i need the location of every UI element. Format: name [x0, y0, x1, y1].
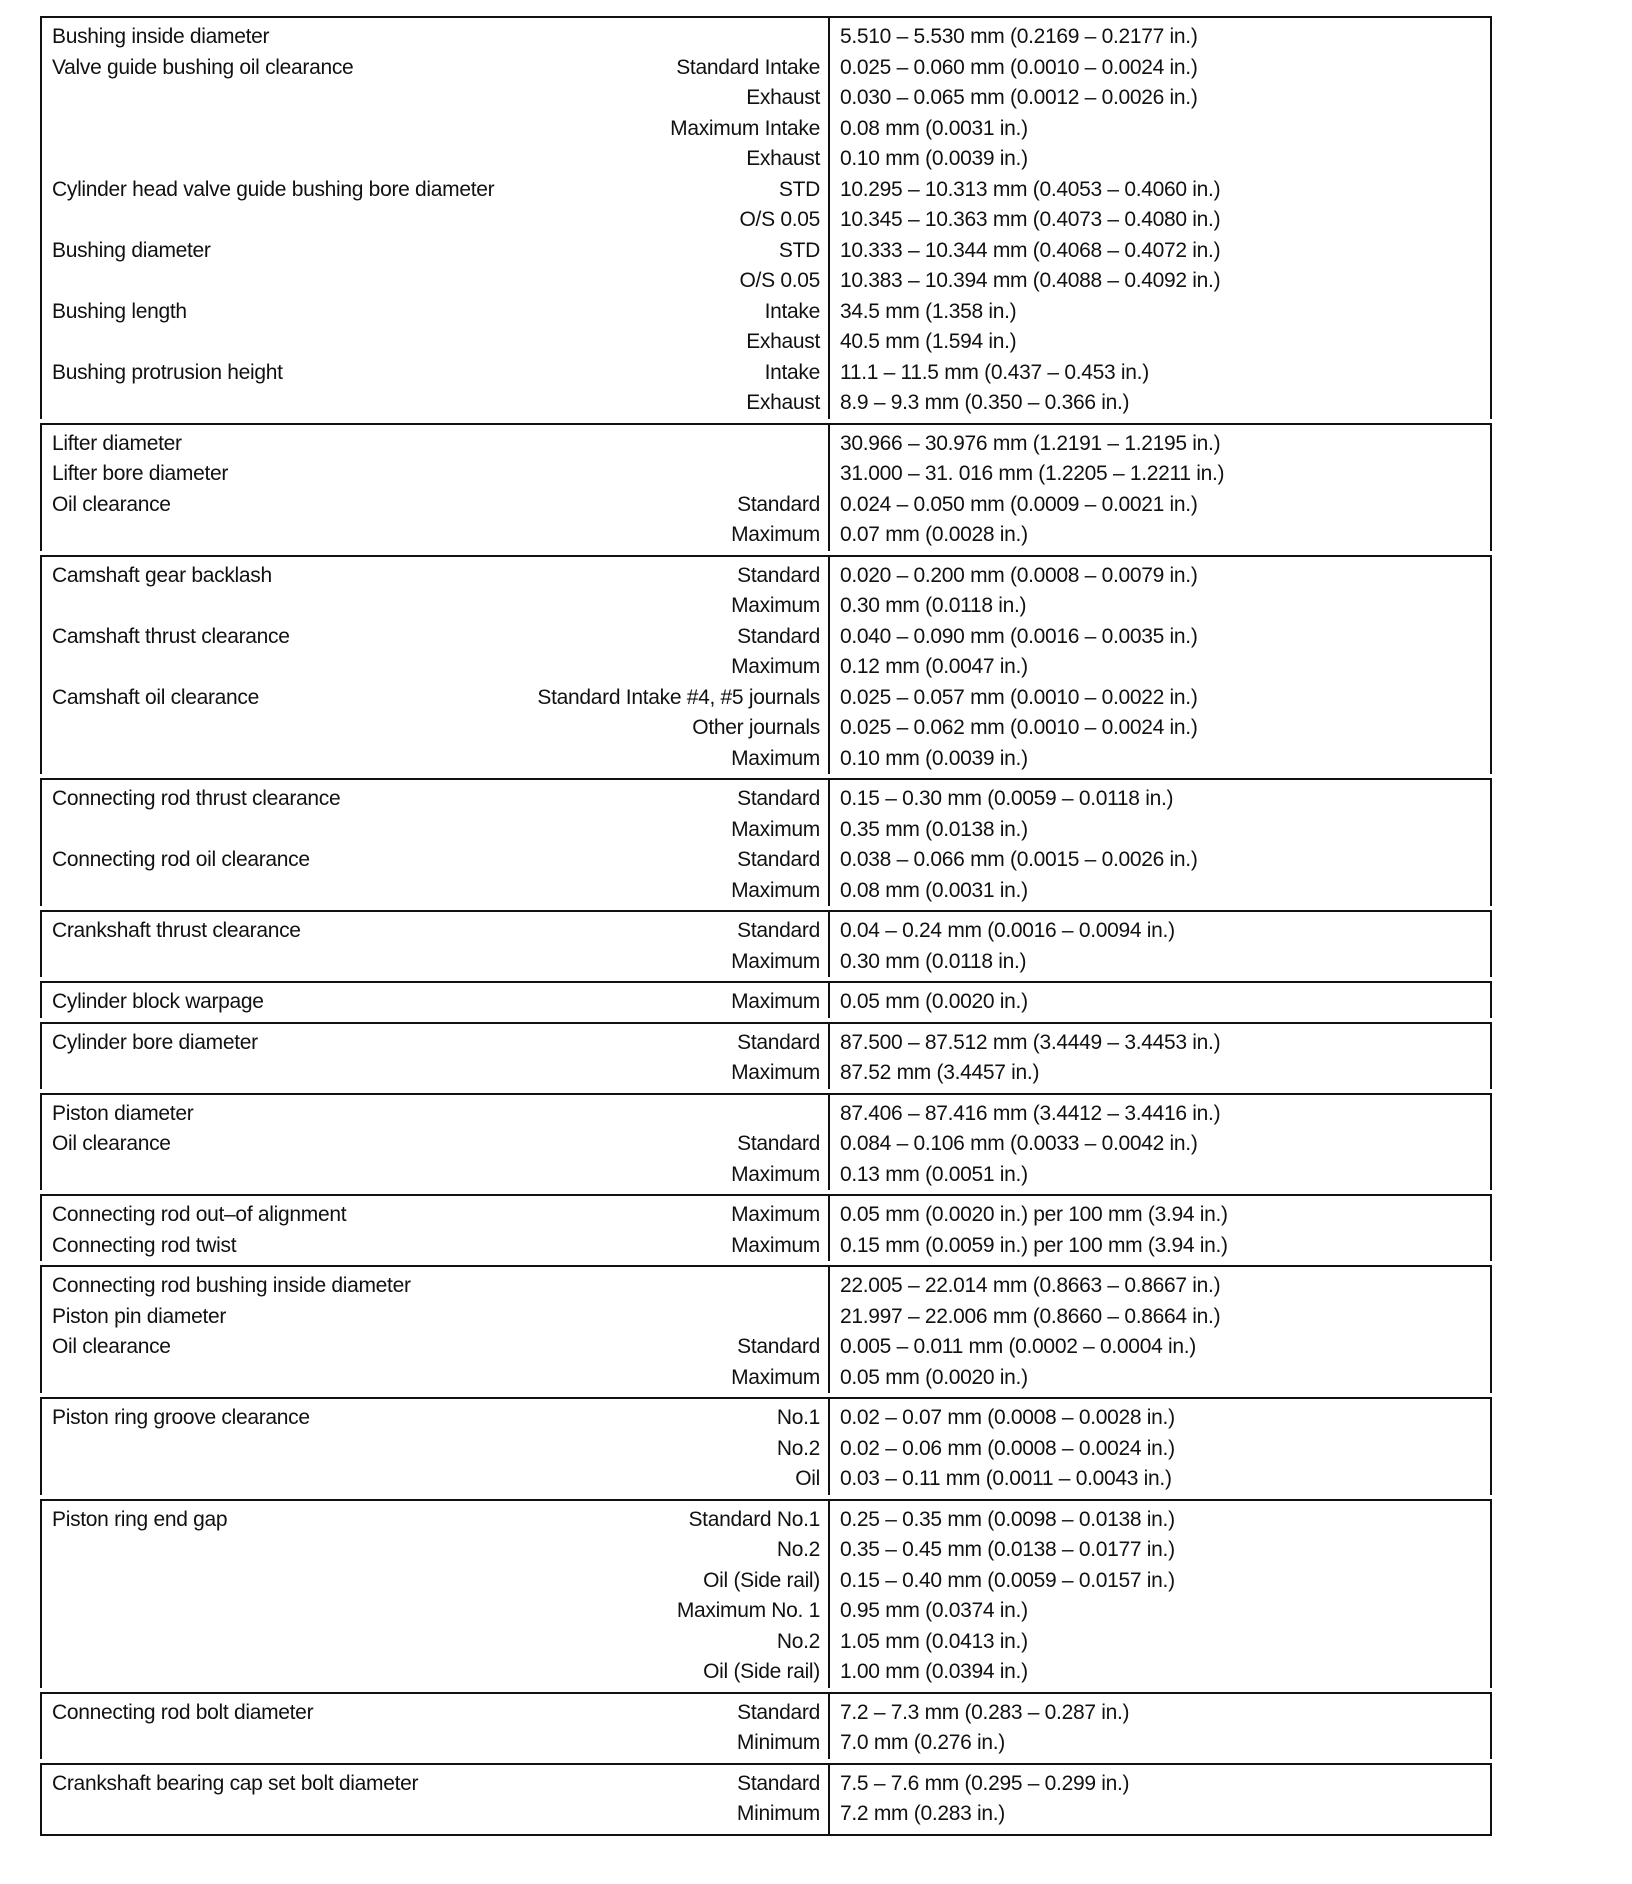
spec-qualifier: [592, 594, 820, 618]
spec-qualifier-text: Maximum: [731, 1233, 820, 1257]
spec-value: 10.345 – 10.363 mm (0.4073 – 0.4080 in.): [840, 208, 1221, 232]
spec-value: 21.997 – 22.006 mm (0.8660 – 0.8664 in.): [840, 1304, 1221, 1328]
spec-qualifier: [592, 86, 820, 110]
spec-section: [40, 1692, 1492, 1759]
spec-label: Piston pin diameter: [52, 1304, 227, 1328]
spec-value: 30.966 – 30.976 mm (1.2191 – 1.2195 in.): [840, 431, 1221, 455]
spec-value: 7.0 mm (0.276 in.): [840, 1731, 1005, 1755]
spec-label: Piston diameter: [52, 1101, 194, 1125]
spec-row: [42, 713, 1490, 744]
spec-qualifier: [592, 523, 820, 547]
spec-row: [42, 561, 1490, 592]
spec-label: Cylinder block warpage: [52, 990, 264, 1014]
spec-row: [42, 683, 1490, 714]
spec-section: [40, 555, 1492, 775]
spec-row: [42, 1728, 1490, 1759]
spec-label: Oil clearance: [52, 1132, 171, 1156]
spec-row: [42, 622, 1490, 653]
spec-qualifier: [592, 1538, 820, 1562]
spec-label: Lifter diameter: [52, 431, 182, 455]
spec-qualifier-text: No.2: [776, 1629, 820, 1653]
spec-row: [42, 1200, 1490, 1231]
spec-section: [40, 16, 1492, 419]
spec-row: [42, 22, 1490, 53]
spec-qualifier: [592, 950, 820, 974]
spec-qualifier-text: Standard: [737, 1700, 820, 1724]
spec-qualifier-text: No.2: [776, 1436, 820, 1460]
spec-value: 0.024 – 0.050 mm (0.0009 – 0.0021 in.): [840, 492, 1198, 516]
spec-qualifier-text: Exhaust: [746, 391, 820, 415]
spec-label: Connecting rod bolt diameter: [52, 1700, 314, 1724]
spec-section: [40, 1763, 1492, 1836]
spec-value: 0.05 mm (0.0020 in.): [840, 990, 1028, 1014]
spec-label: Bushing diameter: [52, 238, 211, 262]
spec-qualifier: [592, 1508, 820, 1532]
spec-qualifier-text: Other journals: [692, 716, 820, 740]
spec-qualifier-text: Standard: [737, 624, 820, 648]
spec-row: [42, 1058, 1490, 1089]
spec-row: [42, 1302, 1490, 1333]
spec-row: [42, 144, 1490, 175]
spec-row: [42, 784, 1490, 815]
spec-value: 40.5 mm (1.594 in.): [840, 330, 1017, 354]
spec-value: 87.406 – 87.416 mm (3.4412 – 3.4416 in.): [840, 1101, 1221, 1125]
spec-qualifier: [592, 1203, 820, 1227]
spec-qualifier: [592, 1031, 820, 1055]
spec-qualifier: [592, 147, 820, 171]
spec-qualifier-text: Standard: [737, 1030, 820, 1054]
spec-qualifier: [592, 300, 820, 324]
spec-value: 34.5 mm (1.358 in.): [840, 299, 1017, 323]
spec-qualifier-text: Oil (Side rail): [703, 1660, 820, 1684]
spec-row: [42, 236, 1490, 267]
spec-row: [42, 175, 1490, 206]
spec-qualifier: [592, 1772, 820, 1796]
spec-qualifier: [537, 685, 820, 710]
spec-section: [40, 1397, 1492, 1495]
spec-value: 0.25 – 0.35 mm (0.0098 – 0.0138 in.): [840, 1507, 1175, 1531]
spec-qualifier-text: No.1: [776, 1406, 820, 1430]
spec-label: Connecting rod twist: [52, 1233, 237, 1257]
spec-qualifier-text: Maximum: [731, 1061, 820, 1085]
spec-row: [42, 652, 1490, 683]
spec-row: [42, 1698, 1490, 1729]
spec-value: 31.000 – 31. 016 mm (1.2205 – 1.2211 in.): [840, 462, 1225, 486]
spec-qualifier-text: Oil: [795, 1467, 820, 1491]
spec-qualifier-text: Exhaust: [746, 86, 820, 110]
spec-qualifier: [592, 655, 820, 679]
spec-section: [40, 1265, 1492, 1393]
spec-label: Oil clearance: [52, 492, 171, 516]
spec-qualifier-text: Standard No.1: [688, 1507, 820, 1531]
spec-section: [40, 423, 1492, 551]
spec-section: [40, 1093, 1492, 1191]
spec-qualifier-text: Maximum No. 1: [676, 1599, 820, 1623]
spec-row: [42, 1363, 1490, 1394]
spec-value: 0.084 – 0.106 mm (0.0033 – 0.0042 in.): [840, 1132, 1198, 1156]
spec-qualifier: [592, 361, 820, 385]
spec-qualifier-text: Standard Intake: [676, 55, 820, 79]
spec-qualifier-text: Standard: [737, 787, 820, 811]
spec-qualifier-text: Minimum: [736, 1731, 820, 1755]
spec-qualifier: [592, 1437, 820, 1461]
spec-value: 0.05 mm (0.0020 in.): [840, 1365, 1028, 1389]
spec-row: [42, 1160, 1490, 1191]
spec-qualifier: [592, 269, 820, 293]
spec-value: 0.05 mm (0.0020 in.) per 100 mm (3.94 in.): [840, 1203, 1228, 1227]
spec-row: [42, 591, 1490, 622]
spec-qualifier-text: Standard Intake #4, #5 journals: [537, 685, 820, 709]
spec-qualifier-text: Maximum: [731, 817, 820, 841]
spec-qualifier: [592, 117, 820, 141]
spec-qualifier-text: No.2: [776, 1538, 820, 1562]
spec-value: 0.15 – 0.30 mm (0.0059 – 0.0118 in.): [840, 787, 1174, 811]
spec-row: [42, 53, 1490, 84]
spec-qualifier: [592, 330, 820, 354]
spec-row: [42, 327, 1490, 358]
spec-row: [42, 114, 1490, 145]
spec-qualifier: [592, 1061, 820, 1085]
spec-value: 7.2 mm (0.283 in.): [840, 1802, 1005, 1826]
spec-value: 0.03 – 0.11 mm (0.0011 – 0.0043 in.): [840, 1467, 1172, 1491]
spec-value: 22.005 – 22.014 mm (0.8663 – 0.8667 in.): [840, 1274, 1221, 1298]
spec-row: [42, 1271, 1490, 1302]
spec-value: 0.025 – 0.057 mm (0.0010 – 0.0022 in.): [840, 685, 1198, 709]
spec-row: [42, 1129, 1490, 1160]
spec-qualifier-text: STD: [778, 238, 820, 262]
spec-label: Bushing protrusion height: [52, 360, 283, 384]
spec-row: [42, 1799, 1490, 1830]
spec-row: [42, 266, 1490, 297]
spec-qualifier-text: Oil (Side rail): [703, 1568, 820, 1592]
spec-qualifier-text: Maximum: [731, 655, 820, 679]
spec-row: [42, 916, 1490, 947]
spec-value: 0.10 mm (0.0039 in.): [840, 147, 1028, 171]
spec-label: Connecting rod oil clearance: [52, 848, 310, 872]
spec-qualifier: [592, 1599, 820, 1623]
spec-row: [42, 83, 1490, 114]
spec-qualifier-text: O/S 0.05: [739, 269, 820, 293]
spec-label: Camshaft gear backlash: [52, 563, 272, 587]
spec-value: 0.35 – 0.45 mm (0.0138 – 0.0177 in.): [840, 1538, 1175, 1562]
spec-row: [42, 429, 1490, 460]
spec-qualifier: [592, 493, 820, 517]
spec-value: 11.1 – 11.5 mm (0.437 – 0.453 in.): [840, 360, 1149, 384]
spec-label: Lifter bore diameter: [52, 462, 229, 486]
spec-label: Connecting rod out–of alignment: [52, 1203, 347, 1227]
spec-value: 0.10 mm (0.0039 in.): [840, 746, 1028, 770]
spec-value: 0.15 – 0.40 mm (0.0059 – 0.0157 in.): [840, 1568, 1175, 1592]
spec-value: 87.500 – 87.512 mm (3.4449 – 3.4453 in.): [840, 1030, 1221, 1054]
spec-label: Camshaft thrust clearance: [52, 624, 290, 648]
spec-value: 0.038 – 0.066 mm (0.0015 – 0.0026 in.): [840, 848, 1198, 872]
spec-row: [42, 1028, 1490, 1059]
spec-value: 0.020 – 0.200 mm (0.0008 – 0.0079 in.): [840, 563, 1198, 587]
spec-row: [42, 845, 1490, 876]
spec-value: 0.02 – 0.07 mm (0.0008 – 0.0028 in.): [840, 1406, 1175, 1430]
spec-row: [42, 1627, 1490, 1658]
spec-qualifier: [592, 208, 820, 232]
spec-qualifier: [592, 747, 820, 771]
spec-value: 0.30 mm (0.0118 in.): [840, 594, 1027, 618]
spec-qualifier: [592, 178, 820, 202]
spec-qualifier-text: Maximum: [731, 878, 820, 902]
spec-label: Connecting rod thrust clearance: [52, 787, 341, 811]
spec-label: Piston ring end gap: [52, 1507, 228, 1531]
spec-row: [42, 1099, 1490, 1130]
spec-qualifier: [592, 391, 820, 415]
spec-value: 0.30 mm (0.0118 in.): [840, 949, 1027, 973]
spec-value: 7.5 – 7.6 mm (0.295 – 0.299 in.): [840, 1771, 1130, 1795]
spec-qualifier-text: Intake: [764, 299, 820, 323]
spec-qualifier-text: O/S 0.05: [739, 208, 820, 232]
spec-table: [40, 16, 1492, 1836]
spec-qualifier-text: Standard: [737, 563, 820, 587]
spec-value: 1.05 mm (0.0413 in.): [840, 1629, 1028, 1653]
spec-value: 0.025 – 0.060 mm (0.0010 – 0.0024 in.): [840, 55, 1198, 79]
spec-row: [42, 205, 1490, 236]
spec-qualifier-text: Standard: [737, 848, 820, 872]
spec-section: [40, 910, 1492, 977]
spec-label: Valve guide bushing oil clearance: [52, 55, 354, 79]
spec-row: [42, 1535, 1490, 1566]
spec-value: 87.52 mm (3.4457 in.): [840, 1061, 1040, 1085]
spec-label: Cylinder head valve guide bushing bore diameter: [52, 177, 495, 201]
spec-label: Piston ring groove clearance: [52, 1406, 310, 1430]
spec-qualifier-text: Maximum: [731, 990, 820, 1014]
spec-qualifier: [592, 625, 820, 649]
spec-row: [42, 490, 1490, 521]
spec-qualifier: [592, 990, 820, 1014]
spec-value: 0.005 – 0.011 mm (0.0002 – 0.0004 in.): [840, 1335, 1196, 1359]
spec-label: Crankshaft bearing cap set bolt diameter: [52, 1771, 419, 1795]
spec-qualifier: [592, 239, 820, 263]
spec-label: Oil clearance: [52, 1335, 171, 1359]
spec-qualifier: [592, 818, 820, 842]
spec-qualifier-text: STD: [778, 177, 820, 201]
spec-qualifier-text: Maximum: [731, 746, 820, 770]
spec-section: [40, 1022, 1492, 1089]
spec-qualifier-text: Maximum: [731, 949, 820, 973]
spec-qualifier: [592, 1366, 820, 1390]
spec-label: Bushing length: [52, 299, 187, 323]
spec-qualifier: [592, 1163, 820, 1187]
spec-qualifier: [592, 1335, 820, 1359]
spec-row: [42, 297, 1490, 328]
spec-row: [42, 1596, 1490, 1627]
spec-value: 0.025 – 0.062 mm (0.0010 – 0.0024 in.): [840, 716, 1198, 740]
spec-value: 0.08 mm (0.0031 in.): [840, 116, 1028, 140]
spec-row: [42, 1403, 1490, 1434]
spec-value: 0.04 – 0.24 mm (0.0016 – 0.0094 in.): [840, 919, 1175, 943]
spec-qualifier: [592, 1660, 820, 1684]
spec-value: 5.510 – 5.530 mm (0.2169 – 0.2177 in.): [840, 25, 1198, 49]
spec-qualifier: [592, 1132, 820, 1156]
spec-row: [42, 358, 1490, 389]
spec-qualifier: [592, 1701, 820, 1725]
spec-qualifier-text: Standard: [737, 1771, 820, 1795]
spec-value: 10.333 – 10.344 mm (0.4068 – 0.4072 in.): [840, 238, 1221, 262]
spec-qualifier-text: Maximum: [731, 523, 820, 547]
spec-label: Camshaft oil clearance: [52, 685, 259, 709]
spec-value: 0.040 – 0.090 mm (0.0016 – 0.0035 in.): [840, 624, 1198, 648]
spec-value: 0.35 mm (0.0138 in.): [840, 817, 1028, 841]
spec-row: [42, 388, 1490, 419]
spec-qualifier: [592, 1467, 820, 1491]
spec-value: 0.08 mm (0.0031 in.): [840, 878, 1028, 902]
spec-qualifier: [592, 919, 820, 943]
spec-row: [42, 744, 1490, 775]
spec-value: 10.295 – 10.313 mm (0.4053 – 0.4060 in.): [840, 177, 1221, 201]
spec-qualifier-text: Exhaust: [746, 147, 820, 171]
spec-row: [42, 1434, 1490, 1465]
spec-section: [40, 1499, 1492, 1688]
spec-label: Cylinder bore diameter: [52, 1030, 258, 1054]
spec-row: [42, 1769, 1490, 1800]
spec-value: 10.383 – 10.394 mm (0.4088 – 0.4092 in.): [840, 269, 1221, 293]
spec-row: [42, 987, 1490, 1018]
spec-section: [40, 981, 1492, 1018]
spec-qualifier: [592, 1569, 820, 1593]
spec-value: 0.12 mm (0.0047 in.): [840, 655, 1028, 679]
spec-qualifier-text: Maximum Intake: [670, 116, 820, 140]
spec-row: [42, 1231, 1490, 1262]
spec-row: [42, 1505, 1490, 1536]
spec-qualifier: [592, 1731, 820, 1755]
spec-qualifier-text: Maximum: [731, 594, 820, 618]
spec-label: Bushing inside diameter: [52, 25, 270, 49]
spec-qualifier-text: Maximum: [731, 1365, 820, 1389]
spec-qualifier: [592, 716, 820, 740]
spec-qualifier-text: Intake: [764, 360, 820, 384]
spec-qualifier-text: Standard: [737, 1335, 820, 1359]
spec-qualifier-text: Standard: [737, 1132, 820, 1156]
spec-qualifier: [592, 56, 820, 80]
spec-qualifier-text: Exhaust: [746, 330, 820, 354]
spec-value: 8.9 – 9.3 mm (0.350 – 0.366 in.): [840, 391, 1130, 415]
spec-section: [40, 778, 1492, 906]
spec-qualifier: [592, 564, 820, 588]
spec-row: [42, 1332, 1490, 1363]
spec-qualifier: [592, 879, 820, 903]
spec-qualifier-text: Standard: [737, 492, 820, 516]
spec-qualifier-text: Maximum: [731, 1162, 820, 1186]
spec-value: 0.02 – 0.06 mm (0.0008 – 0.0024 in.): [840, 1436, 1175, 1460]
spec-row: [42, 1657, 1490, 1688]
spec-qualifier: [592, 1630, 820, 1654]
spec-value: 7.2 – 7.3 mm (0.283 – 0.287 in.): [840, 1700, 1130, 1724]
spec-value: 0.07 mm (0.0028 in.): [840, 523, 1028, 547]
spec-row: [42, 1464, 1490, 1495]
spec-value: 0.13 mm (0.0051 in.): [840, 1162, 1028, 1186]
spec-value: 1.00 mm (0.0394 in.): [840, 1660, 1028, 1684]
spec-qualifier-text: Standard: [737, 919, 820, 943]
spec-value: 0.15 mm (0.0059 in.) per 100 mm (3.94 in.): [840, 1233, 1228, 1257]
spec-row: [42, 520, 1490, 551]
spec-qualifier: [592, 787, 820, 811]
spec-qualifier: [592, 1406, 820, 1430]
spec-value: 0.030 – 0.065 mm (0.0012 – 0.0026 in.): [840, 86, 1198, 110]
spec-qualifier-text: Minimum: [736, 1802, 820, 1826]
spec-section: [40, 1194, 1492, 1261]
spec-qualifier: [592, 1234, 820, 1258]
spec-qualifier-text: Maximum: [731, 1203, 820, 1227]
spec-row: [42, 947, 1490, 978]
spec-row: [42, 1566, 1490, 1597]
spec-qualifier: [592, 1802, 820, 1826]
spec-row: [42, 459, 1490, 490]
spec-label: Crankshaft thrust clearance: [52, 919, 301, 943]
spec-value: 0.95 mm (0.0374 in.): [840, 1599, 1028, 1623]
spec-label: Connecting rod bushing inside diameter: [52, 1274, 411, 1298]
spec-row: [42, 815, 1490, 846]
spec-qualifier: [592, 848, 820, 872]
spec-row: [42, 876, 1490, 907]
